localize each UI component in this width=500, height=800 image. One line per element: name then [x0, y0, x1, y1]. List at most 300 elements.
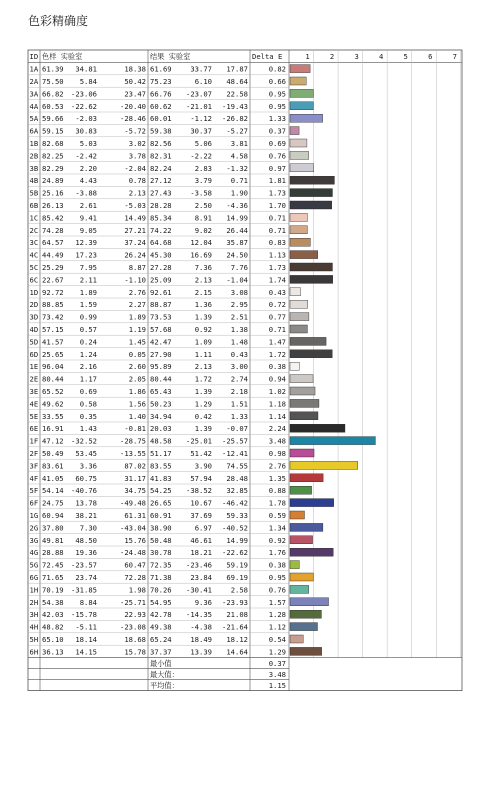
target-a: 2.16 [79, 362, 97, 372]
target-l: 50.49 [42, 449, 64, 458]
target-b: -24.48 [120, 548, 146, 558]
target-a: 14.15 [75, 647, 97, 657]
measured-b: 7.76 [230, 263, 248, 272]
row-id: 6G [29, 573, 39, 582]
measured-b: 14.99 [226, 213, 248, 223]
delta-e-bar [290, 127, 299, 135]
target-a: 9.05 [79, 225, 97, 235]
delta-e-bar [290, 486, 312, 494]
summary-label: 平均值： [150, 680, 179, 690]
delta-e-bar [290, 151, 309, 159]
x-tick-label: 3 [354, 52, 359, 62]
delta-e-value: 0.88 [268, 486, 286, 496]
target-a: 19.36 [75, 548, 97, 558]
target-a: 17.23 [75, 250, 97, 260]
delta-e-value: 0.83 [268, 238, 286, 248]
delta-e-value: 1.14 [268, 411, 286, 421]
measured-b: 0.71 [230, 176, 248, 186]
measured-a: 1.39 [194, 312, 212, 322]
delta-e-value: 1.57 [268, 597, 286, 607]
measured-l: 73.53 [150, 312, 172, 322]
target-b: 50.42 [124, 77, 146, 86]
measured-b: -4.36 [226, 201, 248, 210]
row-id: 4E [29, 399, 39, 409]
measured-a: 57.94 [190, 473, 212, 483]
measured-b: 17.87 [226, 64, 248, 74]
row-id: 2A [29, 77, 39, 86]
summary-value: 3.48 [268, 669, 286, 679]
measured-b: 74.55 [226, 461, 248, 471]
measured-l: 45.30 [150, 250, 172, 260]
target-a: 53.45 [75, 449, 97, 458]
target-b: 8.87 [128, 263, 146, 272]
target-b: 0.05 [128, 349, 146, 359]
target-l: 72.45 [42, 560, 64, 570]
measured-b: -22.62 [222, 548, 248, 558]
delta-e-value: 0.95 [268, 101, 286, 111]
measured-l: 42.47 [150, 337, 172, 347]
measured-b: -1.32 [226, 163, 248, 173]
x-tick-label: 1 [305, 52, 310, 62]
header-id: ID [29, 52, 39, 62]
target-l: 24.75 [42, 498, 64, 508]
measured-a: 12.04 [190, 238, 212, 248]
measured-b: 26.44 [226, 225, 248, 235]
target-l: 71.65 [42, 573, 64, 582]
row-id: 6F [29, 498, 39, 508]
measured-a: 1.09 [194, 337, 212, 347]
delta-e-bar [290, 375, 313, 383]
target-a: 34.81 [75, 64, 97, 74]
measured-a: 1.11 [194, 349, 212, 359]
target-a: 2.20 [79, 163, 97, 173]
delta-e-bar [290, 412, 318, 420]
measured-l: 49.38 [150, 622, 172, 632]
measured-b: -19.43 [222, 101, 248, 111]
row-id: 4C [29, 250, 39, 260]
target-a: 1.89 [79, 287, 97, 297]
target-b: 18.68 [124, 635, 146, 644]
measured-l: 75.23 [150, 77, 172, 86]
measured-l: 34.94 [150, 411, 172, 421]
measured-b: 48.64 [226, 77, 248, 86]
target-b: 37.24 [124, 238, 146, 248]
measured-a: 5.06 [194, 139, 212, 148]
measured-b: -21.64 [222, 622, 248, 632]
target-l: 47.12 [42, 436, 64, 446]
target-b: -5.03 [124, 201, 146, 210]
page-title: 色彩精确度 [28, 14, 89, 28]
delta-e-bar [290, 461, 358, 469]
measured-l: 38.90 [150, 523, 172, 533]
header-target: 色样 实验室 [42, 52, 83, 62]
row-id: 1C [29, 213, 39, 223]
delta-e-bar [290, 424, 345, 432]
measured-a: 33.77 [190, 64, 212, 74]
target-b: -28.75 [120, 436, 146, 446]
summary-value: 1.15 [268, 680, 286, 690]
delta-e-bar [290, 89, 313, 97]
measured-b: -23.93 [222, 597, 248, 607]
x-tick-label: 5 [403, 52, 408, 62]
x-tick-label: 2 [329, 52, 335, 62]
delta-e-bar [290, 164, 314, 172]
row-id: 4D [29, 325, 39, 334]
target-b: 31.17 [124, 473, 146, 483]
target-a: 0.69 [79, 387, 97, 396]
measured-a: -25.01 [186, 436, 212, 446]
delta-e-bar [290, 399, 319, 407]
row-id: 1A [29, 64, 39, 74]
measured-b: 24.50 [226, 250, 248, 260]
delta-e-bar [290, 598, 329, 606]
target-a: 1.24 [79, 349, 97, 359]
delta-e-value: 0.69 [268, 139, 286, 148]
row-id: 1D [29, 287, 39, 297]
measured-a: 3.79 [194, 176, 212, 186]
row-id: 3G [29, 535, 39, 545]
measured-l: 72.35 [150, 560, 172, 570]
row-id: 6E [29, 424, 39, 434]
row-id: 1F [29, 436, 39, 446]
target-b: 2.60 [128, 362, 146, 372]
delta-e-value: 0.71 [268, 213, 286, 223]
target-a: -32.52 [71, 436, 97, 446]
measured-b: -5.27 [226, 126, 248, 136]
target-a: 38.21 [75, 511, 97, 520]
measured-b: 35.87 [226, 238, 248, 248]
delta-e-bar [290, 313, 309, 321]
delta-e-value: 1.12 [268, 622, 286, 632]
target-a: 3.36 [79, 461, 97, 471]
target-a: 7.30 [79, 523, 97, 533]
measured-l: 27.28 [150, 263, 172, 272]
delta-e-value: 0.82 [268, 64, 286, 74]
delta-e-bar [290, 536, 313, 544]
measured-a: 10.67 [190, 498, 212, 508]
row-id: 5F [29, 486, 39, 496]
delta-e-value: 2.76 [268, 461, 286, 471]
target-b: -5.72 [124, 126, 146, 136]
delta-e-bar [290, 623, 317, 631]
target-l: 54.14 [42, 486, 64, 496]
delta-e-bar [290, 511, 304, 519]
target-a: 9.41 [79, 213, 97, 223]
measured-l: 80.44 [150, 374, 172, 384]
delta-e-value: 1.33 [268, 114, 286, 124]
row-id: 4A [29, 101, 39, 111]
delta-e-bar [290, 251, 318, 259]
delta-e-bar [290, 300, 308, 308]
measured-b: 2.51 [230, 312, 248, 322]
measured-a: 51.42 [190, 449, 212, 458]
measured-l: 42.78 [150, 610, 172, 620]
summary-label: 最大值： [150, 669, 179, 679]
row-id: 2E [29, 374, 39, 384]
target-a: 48.50 [75, 535, 97, 545]
delta-e-value: 0.38 [268, 560, 286, 570]
measured-l: 66.76 [150, 89, 172, 99]
delta-e-bar [290, 139, 307, 147]
delta-e-value: 0.54 [268, 635, 286, 644]
measured-l: 51.17 [150, 449, 172, 458]
delta-e-bar [290, 548, 333, 556]
measured-l: 95.89 [150, 362, 172, 372]
delta-e-value: 0.94 [268, 374, 286, 384]
delta-e-bar [290, 474, 323, 482]
measured-a: 13.39 [190, 647, 212, 657]
target-a: 23.74 [75, 573, 97, 582]
target-l: 82.68 [42, 139, 64, 148]
target-a: 0.24 [79, 337, 97, 347]
delta-e-bar [290, 213, 307, 221]
measured-a: 0.42 [194, 411, 212, 421]
measured-l: 30.78 [150, 548, 172, 558]
delta-e-value: 1.76 [268, 548, 286, 558]
target-b: 34.75 [124, 486, 146, 496]
measured-a: -3.58 [190, 188, 212, 198]
target-b: 27.21 [124, 225, 146, 235]
measured-b: 18.12 [226, 635, 248, 644]
target-l: 83.61 [42, 461, 64, 471]
target-l: 33.55 [42, 411, 64, 421]
delta-e-bar [290, 102, 313, 110]
row-id: 3B [29, 163, 39, 173]
measured-a: 1.36 [194, 300, 212, 310]
measured-l: 41.83 [150, 473, 172, 483]
measured-l: 82.24 [150, 163, 172, 173]
target-a: 8.84 [79, 597, 97, 607]
measured-a: 6.97 [194, 523, 212, 533]
row-id: 2H [29, 597, 39, 607]
target-l: 61.39 [42, 64, 64, 74]
delta-e-value: 0.37 [268, 126, 286, 136]
row-id: 4B [29, 176, 39, 186]
target-l: 64.57 [42, 238, 64, 248]
target-l: 65.52 [42, 387, 64, 396]
target-a: 2.11 [79, 275, 97, 285]
delta-e-value: 0.97 [268, 163, 286, 173]
delta-e-bar [290, 201, 332, 209]
row-id: 4G [29, 548, 39, 558]
target-b: 2.13 [128, 188, 146, 198]
target-a: -23.57 [71, 560, 97, 570]
measured-l: 82.56 [150, 139, 172, 148]
target-l: 82.25 [42, 151, 64, 161]
delta-e-value: 0.43 [268, 287, 286, 297]
delta-e-bar [290, 437, 375, 445]
target-b: 22.93 [124, 610, 146, 620]
delta-e-bar [290, 77, 306, 85]
measured-l: 27.90 [150, 349, 172, 359]
delta-e-bar [290, 325, 307, 333]
measured-b: 2.58 [230, 585, 248, 595]
target-l: 25.65 [42, 349, 64, 359]
delta-e-bar [290, 610, 321, 618]
delta-e-bar [290, 499, 334, 507]
target-l: 96.04 [42, 362, 64, 372]
delta-e-value: 0.71 [268, 225, 286, 235]
measured-b: 1.38 [230, 325, 248, 334]
target-a: -5.11 [75, 622, 97, 632]
delta-e-bar [290, 263, 332, 271]
target-a: 7.95 [79, 263, 97, 272]
measured-l: 25.09 [150, 275, 172, 285]
measured-a: 8.91 [194, 213, 212, 223]
row-id: 2B [29, 151, 39, 161]
measured-a: 1.72 [194, 374, 212, 384]
measured-l: 60.01 [150, 114, 172, 124]
target-a: 1.59 [79, 300, 97, 310]
measured-b: -12.41 [222, 449, 248, 458]
row-id: 1E [29, 362, 39, 372]
measured-l: 60.62 [150, 101, 172, 111]
target-a: 0.35 [79, 411, 97, 421]
row-id: 6H [29, 647, 39, 657]
target-l: 37.80 [42, 523, 64, 533]
measured-a: 30.37 [190, 126, 212, 136]
row-id: 2C [29, 225, 39, 235]
measured-l: 27.12 [150, 176, 172, 186]
delta-e-value: 1.29 [268, 647, 286, 657]
measured-l: 88.87 [150, 300, 172, 310]
target-l: 44.49 [42, 250, 64, 260]
target-l: 36.13 [42, 647, 64, 657]
measured-l: 59.38 [150, 126, 172, 136]
measured-b: -0.07 [226, 424, 248, 434]
measured-a: 46.61 [190, 535, 212, 545]
row-id: 5H [29, 635, 39, 644]
target-a: 1.43 [79, 424, 97, 434]
delta-e-bar [290, 387, 315, 395]
target-b: 1.86 [128, 387, 146, 396]
measured-a: 1.39 [194, 424, 212, 434]
measured-b: 59.19 [226, 560, 248, 570]
measured-l: 50.48 [150, 535, 172, 545]
measured-a: 2.15 [194, 287, 212, 297]
measured-l: 71.38 [150, 573, 172, 582]
measured-l: 27.43 [150, 188, 172, 198]
target-b: 1.40 [128, 411, 146, 421]
measured-a: -1.12 [190, 114, 212, 124]
row-id: 6B [29, 201, 39, 210]
row-id: 3C [29, 238, 39, 248]
measured-b: 59.33 [226, 511, 248, 520]
measured-b: 3.81 [230, 139, 248, 148]
target-b: 1.19 [128, 325, 146, 334]
summary-value: 0.37 [268, 658, 286, 668]
measured-b: 21.08 [226, 610, 248, 620]
measured-l: 85.34 [150, 213, 172, 223]
measured-a: -2.22 [190, 151, 212, 161]
target-b: 3.02 [128, 139, 146, 148]
target-a: 60.75 [75, 473, 97, 483]
delta-e-bar [290, 573, 313, 581]
row-id: 4H [29, 622, 39, 632]
measured-b: 28.48 [226, 473, 248, 483]
delta-e-value: 0.71 [268, 325, 286, 334]
target-b: -2.04 [124, 163, 146, 173]
measured-b: 14.99 [226, 535, 248, 545]
target-a: -15.78 [71, 610, 97, 620]
measured-b: 3.08 [230, 287, 248, 297]
measured-l: 26.65 [150, 498, 172, 508]
row-id: 3E [29, 387, 39, 396]
measured-b: 2.18 [230, 387, 248, 396]
measured-a: 3.90 [194, 461, 212, 471]
target-l: 70.19 [42, 585, 64, 595]
measured-a: 0.92 [194, 325, 212, 334]
measured-l: 61.69 [150, 64, 172, 74]
measured-a: -23.46 [186, 560, 212, 570]
target-a: -2.03 [75, 114, 97, 124]
delta-e-value: 1.28 [268, 610, 286, 620]
row-id: 3H [29, 610, 39, 620]
measured-l: 54.95 [150, 597, 172, 607]
target-l: 57.15 [42, 325, 64, 334]
delta-e-value: 1.70 [268, 201, 286, 210]
measured-b: -46.42 [222, 498, 248, 508]
target-b: 15.78 [124, 647, 146, 657]
target-l: 60.53 [42, 101, 64, 111]
row-id: 6D [29, 349, 39, 359]
measured-l: 92.61 [150, 287, 172, 297]
delta-e-bar [290, 585, 309, 593]
measured-b: 1.90 [230, 188, 248, 198]
target-l: 41.05 [42, 473, 64, 483]
target-a: -22.62 [71, 101, 97, 111]
target-l: 24.89 [42, 176, 64, 186]
delta-e-value: 1.78 [268, 498, 286, 508]
row-id: 3D [29, 312, 39, 322]
x-tick-label: 6 [428, 52, 433, 62]
delta-e-value: 0.92 [268, 535, 286, 545]
measured-b: 2.74 [230, 374, 248, 384]
delta-e-value: 1.81 [268, 176, 286, 186]
target-l: 75.50 [42, 77, 64, 86]
target-b: -1.10 [124, 275, 146, 285]
target-b: 2.76 [128, 287, 146, 297]
target-b: 1.56 [128, 399, 146, 409]
row-id: 2F [29, 449, 39, 458]
target-b: 0.78 [128, 176, 146, 186]
measured-l: 54.25 [150, 486, 172, 496]
measured-b: -1.04 [226, 275, 248, 285]
measured-a: 2.50 [194, 201, 212, 210]
row-id: 5G [29, 560, 39, 570]
delta-e-value: 1.73 [268, 188, 286, 198]
target-b: 1.89 [128, 312, 146, 322]
target-l: 92.72 [42, 287, 64, 297]
measured-l: 64.68 [150, 238, 172, 248]
measured-a: 1.29 [194, 399, 212, 409]
row-id: 5E [29, 411, 39, 421]
delta-e-bar [290, 226, 307, 234]
measured-a: 16.69 [190, 250, 212, 260]
target-a: -2.42 [75, 151, 97, 161]
delta-e-bar [290, 238, 310, 246]
summary-label: 最小值 [150, 658, 172, 668]
measured-a: -14.35 [186, 610, 212, 620]
target-a: -31.85 [71, 585, 97, 595]
target-b: 14.49 [124, 213, 146, 223]
target-l: 48.82 [42, 622, 64, 632]
measured-l: 28.28 [150, 201, 172, 210]
target-l: 22.67 [42, 275, 64, 285]
target-l: 41.57 [42, 337, 64, 347]
row-id: 5D [29, 337, 39, 347]
target-l: 82.29 [42, 163, 64, 173]
